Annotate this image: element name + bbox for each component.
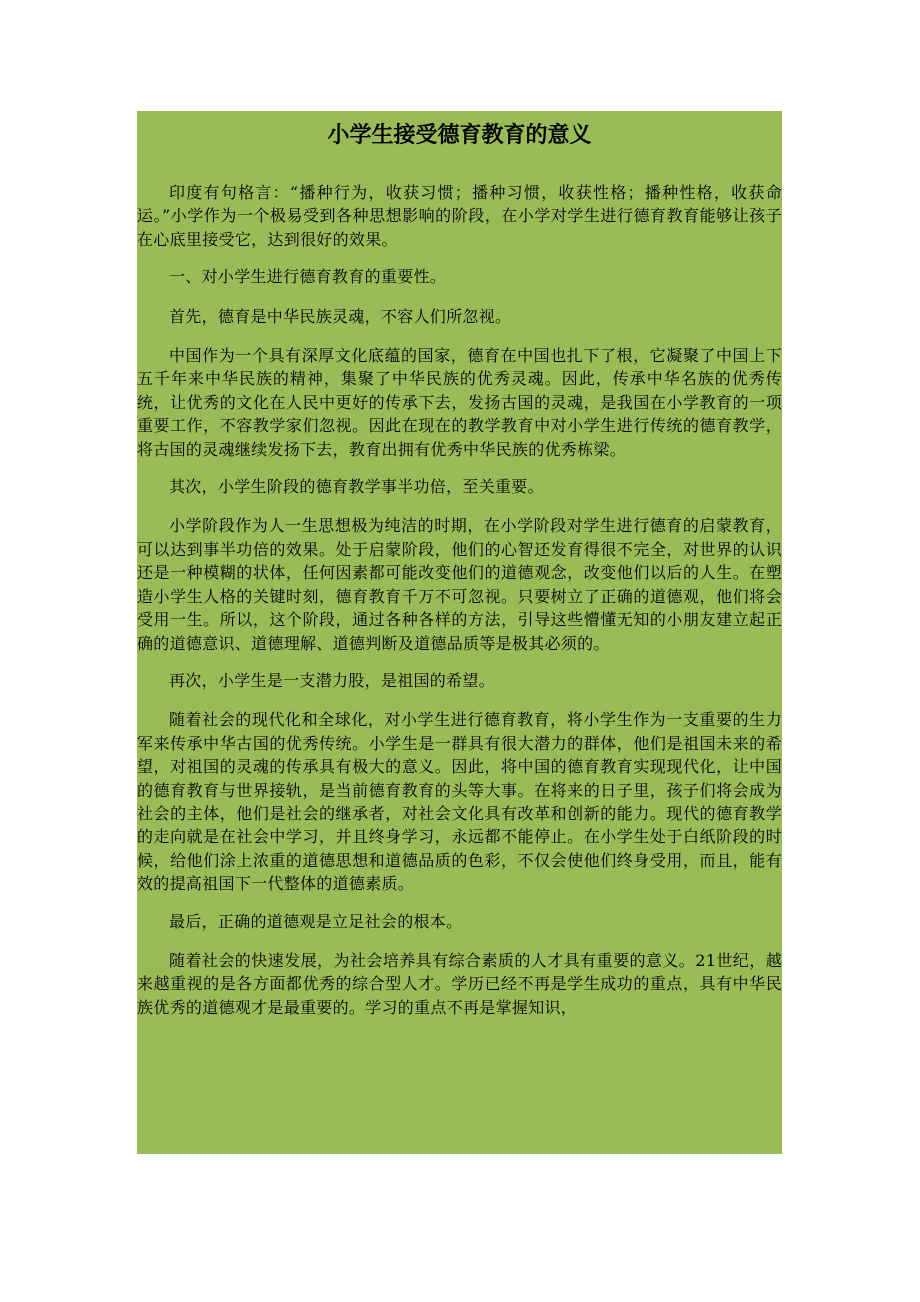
paragraph-intro: 印度有句格言：“播种行为，收获习惯；播种习惯，收获性格；播种性格，收获命运。”小学作为一个极易受到各种思想影响的阶段，在小学对学生进行德育教育能够让孩子在心底里接受它，达到很好的效果。	[137, 183, 782, 249]
article-block	[137, 111, 782, 1154]
point-heading-second: 其次，小学生阶段的德育教学事半功倍，至关重要。	[169, 477, 544, 497]
paragraph-fourth: 随着社会的快速发展，为社会培养具有综合素质的人才具有重要的意义。21世纪，越来越重视的是各方面都优秀的综合型人才。学历已经不再是学生成功的重点，具有中华民族优秀的道德观才是最重要的。学习的重点不再是掌握知识，	[137, 950, 782, 1017]
point-heading-third: 再次，小学生是一支潜力股，是祖国的希望。	[169, 670, 496, 690]
article-title: 小学生接受德育教育的意义	[327, 123, 592, 148]
point-heading-first: 首先，德育是中华民族灵魂，不容人们所忽视。	[169, 306, 512, 326]
point-heading-fourth: 最后，正确的道德观是立足社会的根本。	[169, 911, 463, 931]
paragraph-second: 小学阶段作为人一生思想极为纯洁的时期，在小学阶段对学生进行德育的启蒙教育，可以达到事半功倍的效果。处于启蒙阶段，他们的心智还发育得很不完全，对世界的认识还是一种模糊的状体，任何因素都可能改变他们的道德观念，改变他们以后的人生。在塑造小学生人格的关键时刻，德育教育千万不可忽视。只要树立了正确的道德观，他们将会受用一生。所以，这个阶段，通过各种各样的方法，引导这些懵懂无知的小朋友建立起正确的道德意识、道德理解、道德判断及道德品质等是极其必须的。	[137, 516, 782, 653]
paragraph-third: 随着社会的现代化和全球化，对小学生进行德育教育，将小学生作为一支重要的生力军来传承中华古国的优秀传统。小学生是一群具有很大潜力的群体，他们是祖国未来的希望，对祖国的灵魂的传承具有极大的意义。因此，将中国的德育教育实现现代化，让中国的德育教育与世界接轨，是当前德育教育的头等大事。在将来的日子里，孩子们将会成为社会的主体，他们是社会的继承者，对社会文化具有改革和创新的能力。现代的德育教学的走向就是在社会中学习，并且终身学习，永远都不能停止。在小学生处于白纸阶段的时候，给他们涂上浓重的道德思想和道德品质的色彩，不仅会使他们终身受用，而且，能有效的提高祖国下一代整体的道德素质。	[137, 710, 782, 894]
article-body	[137, 181, 782, 1033]
section-heading: 一、对小学生进行德育教育的重要性。	[169, 267, 447, 287]
paragraph-first: 中国作为一个具有深厚文化底蕴的国家，德育在中国也扎下了根，它凝聚了中国上下五千年来中华民族的精神，集聚了中华民族的优秀灵魂。因此，传承中华名族的优秀传统，让优秀的文化在人民中更好的传承下去，发扬古国的灵魂，是我国在小学教育的一项重要工作，不容教学家们忽视。因此在现在的教学教育中对小学生进行传统的德育教学，将古国的灵魂继续发扬下去，教育出拥有优秀中华民族的优秀栋梁。	[137, 346, 782, 459]
